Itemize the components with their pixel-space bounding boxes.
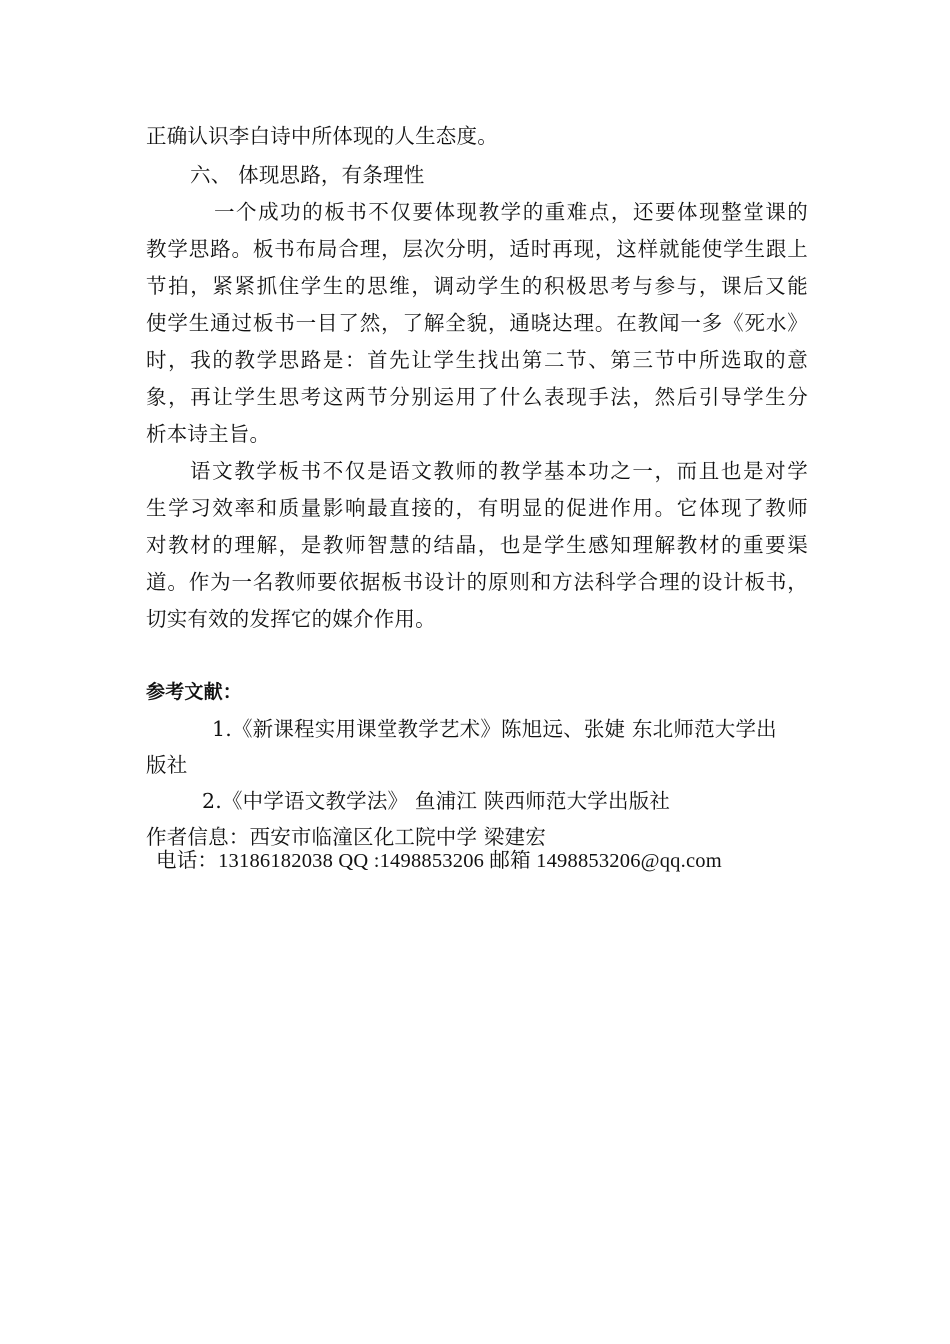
author-info: 作者信息：西安市临潼区化工院中学 梁建宏: [146, 825, 547, 849]
body-line-10: 语文教学板书不仅是语文教师的教学基本功之一，而且也是对学: [190, 459, 808, 483]
body-line-5: 节拍，紧紧抓住学生的思维，调动学生的积极思考与参与，课后又能: [146, 274, 808, 298]
author-contact: 电话：13186182038 QQ :1498853206 邮箱 1498853206@qq.com: [156, 850, 722, 872]
body-line-14: 切实有效的发挥它的媒介作用。: [146, 607, 436, 631]
reference-item-1-continued: 版社: [146, 753, 188, 777]
body-line-6: 使学生通过板书一目了然，了解全貌，通晓达理。在教闻一多《死水》: [146, 311, 808, 335]
section-heading-six: 六、 体现思路，有条理性: [190, 163, 425, 187]
body-line-4: 教学思路。板书布局合理，层次分明，适时再现，这样就能使学生跟上: [146, 237, 808, 261]
body-line-1: 正确认识李白诗中所体现的人生态度。: [146, 124, 498, 148]
reference-item-2: 2.《中学语文教学法》 鱼浦江 陕西师范大学出版社: [202, 789, 671, 813]
body-line-9: 析本诗主旨。: [146, 422, 271, 446]
body-line-13: 道。作为一名教师要依据板书设计的原则和方法科学合理的设计板书，: [146, 570, 808, 594]
body-line-11: 生学习效率和质量影响最直接的，有明显的促进作用。它体现了教师: [146, 496, 808, 520]
references-heading: 参考文献：: [146, 681, 243, 703]
body-line-12: 对教材的理解，是教师智慧的结晶，也是学生感知理解教材的重要渠: [146, 533, 808, 557]
body-line-8: 象，再让学生思考这两节分别运用了什么表现手法，然后引导学生分: [146, 385, 808, 409]
body-line-3: 一个成功的板书不仅要体现教学的重难点，还要体现整堂课的: [214, 200, 808, 224]
reference-item-1: 1.《新课程实用课堂教学艺术》陈旭远、张婕 东北师范大学出: [212, 717, 777, 741]
body-line-7: 时，我的教学思路是：首先让学生找出第二节、第三节中所选取的意: [146, 348, 808, 372]
